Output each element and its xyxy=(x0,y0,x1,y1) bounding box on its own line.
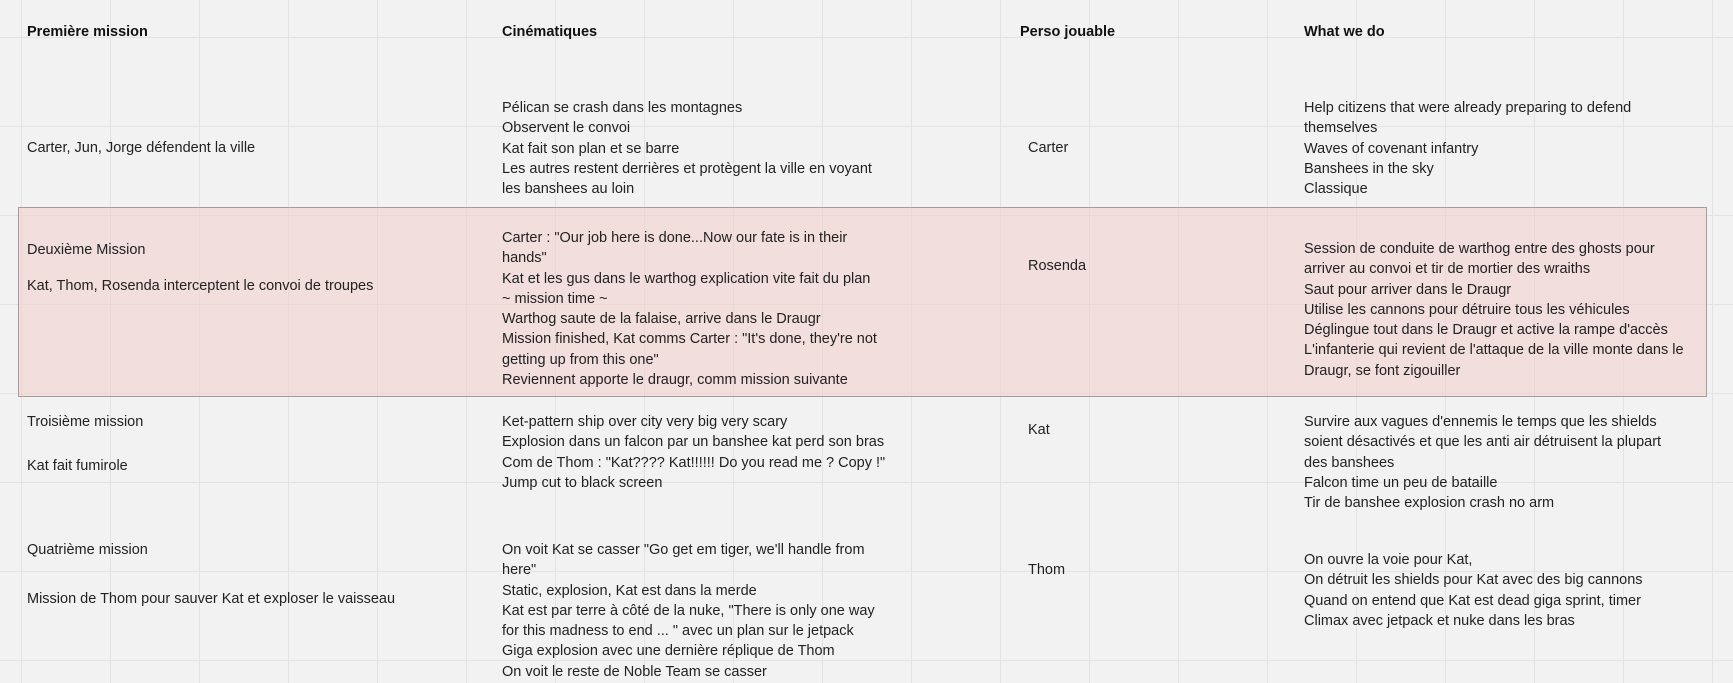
row1-what-we-do[interactable] xyxy=(1304,98,1631,199)
cinematic-line: On voit le reste de Noble Team se casser xyxy=(502,663,767,680)
row2-mission-text: Kat, Thom, Rosenda interceptent le convoi de troupes xyxy=(27,278,374,295)
what-line: themselves xyxy=(1304,120,1378,137)
what-line: On ouvre la voie pour Kat, xyxy=(1304,552,1473,568)
cinematic-line: Static, explosion, Kat est dans la merde xyxy=(502,582,757,599)
cinematic-line: Carter : "Our job here is done...Now our fate is in their xyxy=(502,230,848,246)
row2-what-we-do[interactable] xyxy=(1304,239,1684,381)
row3-what-we-do[interactable] xyxy=(1304,412,1661,513)
what-line: Draugr, se font zigouiller xyxy=(1304,362,1461,379)
cinematic-line: hands" xyxy=(502,250,547,267)
what-line: Banshees in the sky xyxy=(1304,160,1434,177)
cinematic-line: Com de Thom : "Kat???? Kat!!!!!! Do you read me ? Copy !" xyxy=(502,454,886,471)
row1-mission-text: Carter, Jun, Jorge défendent la ville xyxy=(27,140,256,156)
row1-mission[interactable] xyxy=(27,138,255,158)
cinematic-line: Kat fait son plan et se barre xyxy=(502,140,680,157)
row4-mission-text: Mission de Thom pour sauver Kat et exploser le vaisseau xyxy=(27,591,396,608)
cinematic-line: Kat est par terre à côté de la nuke, "There is only one way xyxy=(502,602,875,619)
header-character[interactable]: Perso jouable xyxy=(1020,24,1116,40)
what-line: Waves of covenant infantry xyxy=(1304,140,1479,157)
row2-mission[interactable] xyxy=(27,240,373,297)
row2-character[interactable] xyxy=(1028,256,1086,276)
cinematic-line: On voit Kat se casser "Go get em tiger, we'll handle from xyxy=(502,542,865,558)
row4-what-we-do[interactable] xyxy=(1304,550,1643,631)
what-line: Quand on entend que Kat est dead giga sprint, timer xyxy=(1304,592,1641,609)
character-name: Carter xyxy=(1028,140,1069,156)
row3-cinematics[interactable] xyxy=(502,412,885,493)
what-line: Survire aux vagues d'ennemis le temps que les shields xyxy=(1304,414,1657,430)
what-line: soient désactivés et que les anti air détruisent la plupart xyxy=(1304,434,1662,451)
row3-mission-title: Troisième mission xyxy=(27,414,144,430)
cinematic-line: Kat et les gus dans le warthog explication vite fait du plan xyxy=(502,270,871,287)
row1-cinematics[interactable] xyxy=(502,98,872,199)
header-what-we-do[interactable]: What we do xyxy=(1304,24,1385,40)
cinematic-line: Jump cut to black screen xyxy=(502,474,663,491)
cinematic-line: Mission finished, Kat comms Carter : "It's done, they're not xyxy=(502,331,877,348)
cinematic-line: for this madness to end ... " avec un plan sur le jetpack xyxy=(502,623,854,640)
cinematic-line: Explosion dans un falcon par un banshee kat perd son bras xyxy=(502,434,885,451)
what-line: On détruit les shields pour Kat avec des big cannons xyxy=(1304,572,1643,589)
character-name: Kat xyxy=(1028,422,1050,438)
cinematic-line: ~ mission time ~ xyxy=(502,290,608,307)
cinematic-line: Ket-pattern ship over city very big very scary xyxy=(502,414,788,430)
row4-cinematics[interactable] xyxy=(502,540,875,682)
row4-mission-title: Quatrième mission xyxy=(27,542,148,558)
row4-character[interactable] xyxy=(1028,560,1065,580)
row1-character[interactable] xyxy=(1028,138,1068,158)
what-line: Classique xyxy=(1304,181,1368,198)
row3-mission[interactable] xyxy=(27,412,143,477)
character-name: Rosenda xyxy=(1028,258,1087,274)
row2-mission-title: Deuxième Mission xyxy=(27,242,146,258)
character-name: Thom xyxy=(1028,562,1066,578)
what-line: Saut pour arriver dans le Draugr xyxy=(1304,281,1512,298)
what-line: Déglingue tout dans le Draugr et active la rampe d'accès xyxy=(1304,322,1668,339)
what-line: des banshees xyxy=(1304,454,1395,471)
cinematic-line: Warthog saute de la falaise, arrive dans le Draugr xyxy=(502,311,821,328)
header-mission[interactable]: Première mission xyxy=(27,24,148,40)
cinematic-line: getting up from this one" xyxy=(502,351,659,368)
cinematic-line: Observent le convoi xyxy=(502,120,631,137)
row3-mission-text: Kat fait fumirole xyxy=(27,458,128,475)
what-line: Falcon time un peu de bataille xyxy=(1304,474,1498,491)
cinematic-line: les banshees au loin xyxy=(502,181,635,198)
what-line: Tir de banshee explosion crash no arm xyxy=(1304,495,1555,512)
cinematic-line: Pélican se crash dans les montagnes xyxy=(502,100,743,116)
header-cinematics[interactable]: Cinématiques xyxy=(502,24,598,40)
what-line: Help citizens that were already preparing to defend xyxy=(1304,100,1632,116)
cinematic-line: Giga explosion avec une dernière réplique de Thom xyxy=(502,643,835,660)
row2-cinematics[interactable] xyxy=(502,228,877,390)
row4-mission[interactable] xyxy=(27,540,395,610)
row3-character[interactable] xyxy=(1028,420,1050,440)
what-line: arriver au convoi et tir de mortier des wraiths xyxy=(1304,261,1591,278)
what-line: L'infanterie qui revient de l'attaque de la ville monte dans le xyxy=(1304,342,1684,359)
what-line: Session de conduite de warthog entre des ghosts pour xyxy=(1304,241,1655,257)
what-line: Utilise les cannons pour détruire tous les véhicules xyxy=(1304,301,1630,318)
cinematic-line: Les autres restent derrières et protègent la ville en voyant xyxy=(502,160,872,177)
cinematic-line: Reviennent apporte le draugr, comm mission suivante xyxy=(502,372,848,389)
cinematic-line: here" xyxy=(502,562,537,579)
what-line: Climax avec jetpack et nuke dans les bras xyxy=(1304,612,1575,629)
